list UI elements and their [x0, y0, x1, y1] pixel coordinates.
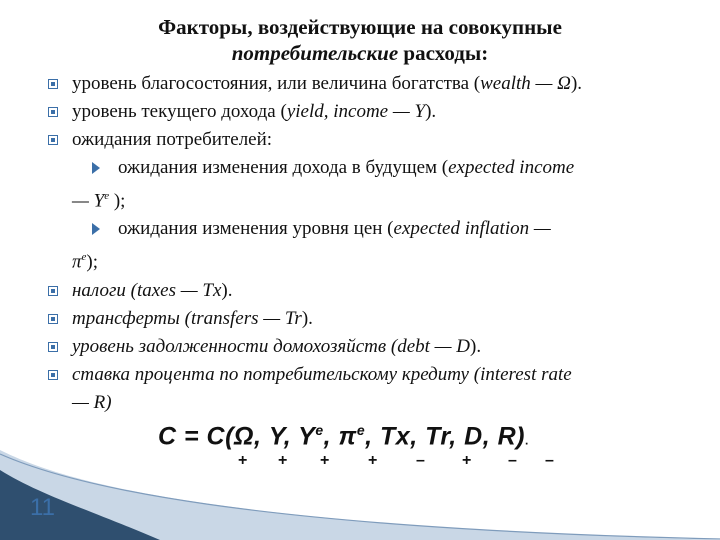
list-item-continuation: — R) [72, 391, 112, 413]
consumption-formula: C = C(Ω, Y, $Y^e$, $\pi^e$, Tx, Tr, D, R). [158, 422, 529, 451]
list-item: уровень благосостояния, или величина богатства (wealth — Ω). [48, 70, 698, 98]
square-bullet-icon [48, 314, 58, 324]
square-bullet-icon [48, 370, 58, 380]
list-item: уровень текущего дохода (yield, income — Y). [48, 98, 698, 126]
square-bullet-icon [48, 286, 58, 296]
factor-list [48, 70, 698, 417]
sign-mark: – [416, 452, 425, 469]
title-line-2 [90, 40, 630, 66]
triangle-bullet-icon [92, 223, 100, 235]
page-number: 11 [30, 494, 55, 521]
slide-title [90, 14, 630, 66]
square-bullet-icon [48, 107, 58, 117]
title-italic-word: потребительские [231, 41, 399, 65]
list-item: ожидания потребителей: [48, 126, 698, 154]
list-item: уровень задолженности домохозяйств (debt — D). [48, 333, 698, 361]
sub-list-item: ожидания изменения уровня цен (expected inflation — [48, 215, 698, 243]
title-line-1: Факторы, воздействующие на совокупные [158, 15, 562, 39]
square-bullet-icon [48, 342, 58, 352]
sign-mark: – [508, 452, 517, 469]
sub-list-item: ожидания изменения дохода в будущем (expected income [48, 154, 698, 182]
sign-mark: + [238, 452, 248, 469]
sub-list-item-continuation: $\pi^e$); [72, 251, 99, 273]
sign-mark: + [320, 452, 330, 469]
sign-mark: + [368, 452, 378, 469]
title-rest: расходы: [398, 41, 489, 65]
list-item: налоги (taxes — Tx). [48, 277, 698, 305]
list-item: ставка процента по потребительскому кредиту (interest rate [48, 361, 698, 389]
sub-list-item-continuation: — $Y^e$ ); [72, 190, 126, 212]
list-item: трансферты (transfers — Tr). [48, 305, 698, 333]
sign-mark: – [545, 452, 554, 469]
decorative-wave [0, 440, 720, 540]
sign-mark: + [462, 452, 472, 469]
triangle-bullet-icon [92, 162, 100, 174]
square-bullet-icon [48, 79, 58, 89]
sign-mark: + [278, 452, 288, 469]
square-bullet-icon [48, 135, 58, 145]
